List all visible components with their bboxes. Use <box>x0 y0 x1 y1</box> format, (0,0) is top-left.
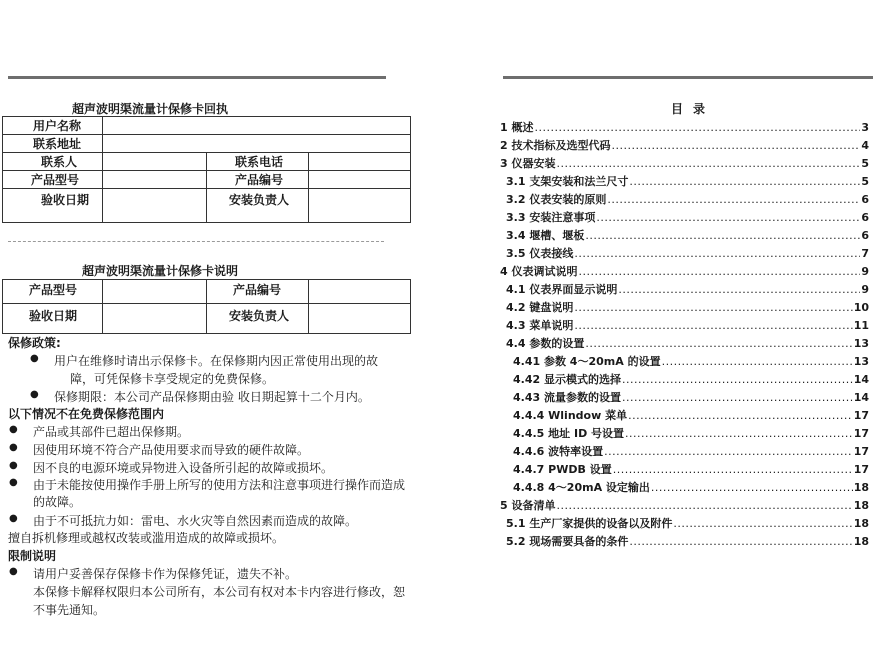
toc-entry-page: 17 <box>853 445 869 458</box>
model-value <box>103 171 207 189</box>
bullet-icon: ● <box>9 513 18 524</box>
policy-item-1a: 用户在维修时请出示保修卡。在保修期内因正常使用出现的故 <box>54 354 379 368</box>
toc-leader-dots <box>556 499 852 512</box>
toc-entry-page: 18 <box>853 481 869 494</box>
toc-entry <box>506 173 869 189</box>
toc-entry-label: 4.4.4 Wlindow 菜单 <box>513 409 628 422</box>
toc-leader-dots <box>611 139 860 152</box>
explain-installer-label: 安装负责人 <box>207 304 309 334</box>
toc-entry-label: 4 仪表调试说明 <box>500 265 578 278</box>
toc-entry-label: 4.41 参数 4～20mA 的设置 <box>513 355 661 368</box>
receipt-title: 超声波明渠流量计保修卡回执 <box>72 102 229 116</box>
toc-leader-dots <box>585 337 852 350</box>
limits-item-2a: 本保修卡解释权限归本公司所有，本公司有权对本卡内容进行修改，恕 <box>33 585 406 599</box>
toc-entry-label: 4.42 显示模式的选择 <box>513 373 621 386</box>
accept-date-label: 验收日期 <box>3 189 103 223</box>
phone-label: 联系电话 <box>207 153 309 171</box>
toc-entry-page: 11 <box>853 319 869 332</box>
toc-entry <box>513 371 869 387</box>
user-name-value <box>103 117 411 135</box>
toc-entry <box>500 137 869 153</box>
toc-entry-page: 9 <box>861 283 869 296</box>
installer-label: 安装负责人 <box>207 189 309 223</box>
bullet-icon: ● <box>30 389 39 400</box>
toc-entry <box>506 533 869 549</box>
toc-leader-dots <box>604 445 853 458</box>
explain-form-table <box>2 279 411 334</box>
toc-leader-dots <box>625 427 853 440</box>
toc-entry-label: 3.3 安装注意事项 <box>506 211 596 224</box>
toc-entry <box>506 299 869 315</box>
top-rule-left <box>8 76 386 79</box>
limits-heading: 限制说明 <box>8 549 57 563</box>
toc-entry-label: 4.4.5 地址 ID 号设置 <box>513 427 625 440</box>
toc-leader-dots <box>585 229 860 242</box>
serial-value <box>309 171 411 189</box>
explain-model-label: 产品型号 <box>3 280 103 304</box>
bullet-icon: ● <box>30 353 39 364</box>
toc-entry <box>513 425 869 441</box>
limits-item-1: 请用户妥善保存保修卡作为保修凭证，遗失不补。 <box>33 567 298 581</box>
toc-entry-label: 5 设备清单 <box>500 499 556 512</box>
toc-entry-label: 4.43 流量参数的设置 <box>513 391 621 404</box>
policy-item-2: 保修期限：本公司产品保修期由验 收日期起算十二个月内。 <box>54 390 370 404</box>
toc-entry-page: 6 <box>861 229 869 242</box>
toc-entry-page: 7 <box>861 247 869 260</box>
toc-entry <box>506 281 869 297</box>
exclusion-item-6: 擅自拆机修理或越权改装或滥用造成的故障或损坏。 <box>8 531 285 545</box>
toc-entry-page: 14 <box>853 373 869 386</box>
toc-leader-dots <box>651 481 853 494</box>
toc-entry <box>513 479 869 495</box>
accept-date-value <box>103 189 207 223</box>
toc-entry <box>513 407 869 423</box>
toc-title: 目录 <box>671 102 716 116</box>
toc-entry <box>506 335 869 351</box>
toc-entry-page: 17 <box>853 463 869 476</box>
toc-entry-page: 17 <box>853 409 869 422</box>
toc-entry-label: 3.2 仪表安装的原则 <box>506 193 607 206</box>
explain-serial-value <box>309 280 411 304</box>
toc-leader-dots <box>622 373 853 386</box>
toc-entry <box>513 353 869 369</box>
user-name-label: 用户名称 <box>3 117 103 135</box>
toc-entry <box>500 263 869 279</box>
toc-leader-dots <box>673 517 852 530</box>
toc-entry-label: 3.4 堰槽、堰板 <box>506 229 585 242</box>
policy-heading: 保修政策: <box>8 336 61 350</box>
explain-title: 超声波明渠流量计保修卡说明 <box>82 264 239 278</box>
toc-entry <box>506 515 869 531</box>
toc-leader-dots <box>662 355 853 368</box>
top-rule-right <box>503 76 873 79</box>
exclusion-item-1: 产品或其部件已超出保修期。 <box>33 425 190 439</box>
toc-leader-dots <box>622 391 853 404</box>
toc-entry-label: 5.2 现场需要具备的条件 <box>506 535 629 548</box>
contact-label: 联系人 <box>3 153 103 171</box>
toc-entry <box>513 443 869 459</box>
toc-entry-page: 9 <box>861 265 869 278</box>
toc-entry <box>513 461 869 477</box>
toc-leader-dots <box>574 319 852 332</box>
exclusion-item-3: 因不良的电源环境或异物进入设备所引起的故障或损坏。 <box>33 461 334 475</box>
explain-accept-date-label: 验收日期 <box>3 304 103 334</box>
toc-entry-label: 4.4.8 4～20mA 设定输出 <box>513 481 650 494</box>
toc-entry-page: 5 <box>861 157 869 170</box>
phone-value <box>309 153 411 171</box>
toc-entry-label: 2 技术指标及选型代码 <box>500 139 611 152</box>
toc-entry-label: 4.1 仪表界面显示说明 <box>506 283 618 296</box>
toc-entry-page: 18 <box>853 517 869 530</box>
toc-entry-label: 1 概述 <box>500 121 534 134</box>
toc-entry <box>513 389 869 405</box>
toc-entry-label: 5.1 生产厂家提供的设备以及附件 <box>506 517 673 530</box>
explain-serial-label: 产品编号 <box>207 280 309 304</box>
toc-entry-page: 14 <box>853 391 869 404</box>
toc-entry-label: 4.4.7 PWDB 设置 <box>513 463 612 476</box>
toc-entry-page: 6 <box>861 193 869 206</box>
exclusions-heading: 以下情况不在免费保修范围内 <box>8 407 165 421</box>
toc-entry-page: 13 <box>853 337 869 350</box>
toc-leader-dots <box>578 265 860 278</box>
explain-accept-date-value <box>103 304 207 334</box>
toc-leader-dots <box>574 301 852 314</box>
toc-leader-dots <box>596 211 860 224</box>
contact-value <box>103 153 207 171</box>
toc-entry <box>506 209 869 225</box>
toc-entry <box>506 245 869 261</box>
policy-item-1b: 障，可凭保修卡享受规定的免费保修。 <box>70 372 275 386</box>
toc-leader-dots <box>613 463 853 476</box>
explain-model-value <box>103 280 207 304</box>
toc-entry-label: 4.3 菜单说明 <box>506 319 574 332</box>
limits-item-2b: 不事先通知。 <box>33 603 106 617</box>
cut-line <box>8 241 384 242</box>
bullet-icon: ● <box>9 442 18 453</box>
toc-entry-page: 5 <box>861 175 869 188</box>
toc-entry-label: 4.2 键盘说明 <box>506 301 574 314</box>
toc-entry-label: 4.4.6 波特率设置 <box>513 445 604 458</box>
toc-entry <box>506 227 869 243</box>
serial-label: 产品编号 <box>207 171 309 189</box>
toc-entry-page: 18 <box>853 535 869 548</box>
receipt-form-table <box>2 116 411 223</box>
toc-entry-label: 3.1 支架安装和法兰尺寸 <box>506 175 629 188</box>
exclusion-item-5: 由于不可抵抗力如：雷电、水火灾等自然因素而造成的故障。 <box>33 514 358 528</box>
explain-installer-value <box>309 304 411 334</box>
toc-leader-dots <box>574 247 860 260</box>
toc-entry-page: 17 <box>853 427 869 440</box>
address-value <box>103 135 411 153</box>
model-label: 产品型号 <box>3 171 103 189</box>
toc-entry-page: 13 <box>853 355 869 368</box>
toc-entry-label: 4.4 参数的设置 <box>506 337 585 350</box>
toc-leader-dots <box>628 409 853 422</box>
exclusion-item-4a: 由于未能按使用操作手册上所写的使用方法和注意事项进行操作而造成 <box>33 478 406 492</box>
toc-entry <box>500 119 869 135</box>
toc-entry <box>506 317 869 333</box>
bullet-icon: ● <box>9 566 18 577</box>
toc-leader-dots <box>556 157 860 170</box>
toc-entry-page: 4 <box>861 139 869 152</box>
toc-entry-page: 10 <box>853 301 869 314</box>
toc-entry-label: 3 仪器安装 <box>500 157 556 170</box>
bullet-icon: ● <box>9 460 18 471</box>
toc-entry <box>500 497 869 513</box>
bullet-icon: ● <box>9 477 18 488</box>
exclusion-item-4b: 的故障。 <box>33 495 82 509</box>
toc-leader-dots <box>534 121 860 134</box>
installer-value <box>309 189 411 223</box>
address-label: 联系地址 <box>3 135 103 153</box>
toc-entry <box>500 155 869 171</box>
toc-entry <box>506 191 869 207</box>
toc-leader-dots <box>618 283 860 296</box>
toc-entry-page: 3 <box>861 121 869 134</box>
toc-leader-dots <box>607 193 860 206</box>
exclusion-item-2: 因使用环境不符合产品使用要求而导致的硬件故障。 <box>33 443 310 457</box>
toc-entry-page: 6 <box>861 211 869 224</box>
toc-entry-label: 3.5 仪表接线 <box>506 247 574 260</box>
toc-leader-dots <box>629 175 860 188</box>
toc-entry-page: 18 <box>853 499 869 512</box>
bullet-icon: ● <box>9 424 18 435</box>
toc-leader-dots <box>629 535 852 548</box>
